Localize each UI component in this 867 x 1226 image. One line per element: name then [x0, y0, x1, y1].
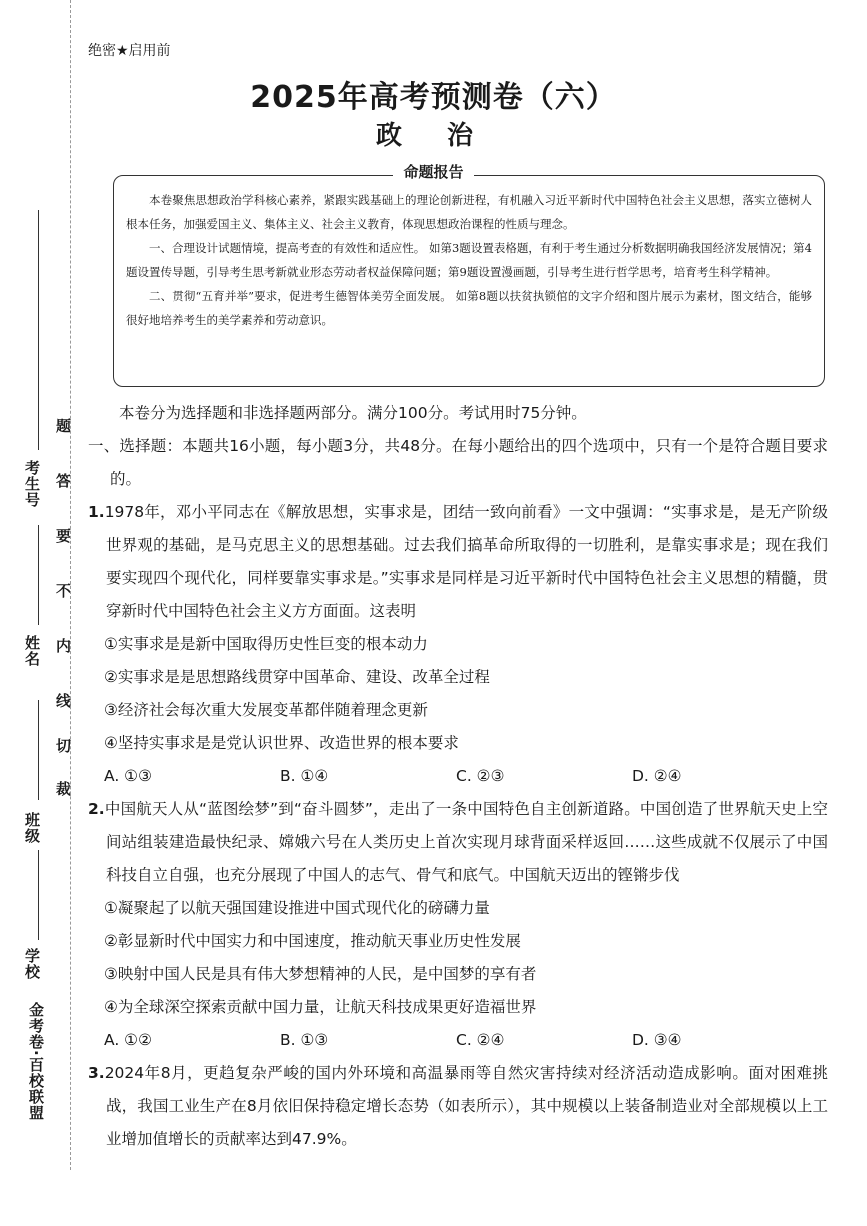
- statement-item: ③映射中国人民是具有伟大梦想精神的人民，是中国梦的享有者: [104, 965, 537, 983]
- intro-text: 本卷分为选择题和非选择题两部分。满分100分。考试用时75分钟。: [119, 404, 587, 422]
- statement-item: ④坚持实事求是是党认识世界、改造世界的根本要求: [104, 734, 459, 752]
- report-paragraph: 本卷聚焦思想政治学科核心素养，紧跟实践基础上的理论创新进程，有机融入习近平新时代中国特色社会主义思想，落实立德树人根本任务，加强爱国主义、集体主义、社会主义教育，体现思想政治课程的性质与理念。: [126, 193, 812, 231]
- report-box: [113, 175, 825, 387]
- statement-item: ②实事求是是思想路线贯穿中国革命、建设、改革全过程: [104, 668, 490, 686]
- report-paragraph: 二、贯彻“五育并举”要求，促进考生德智体美劳全面发展。 如第8题以扶贫执锁倌的文字介绍和图片展示为素材，图文结合，能够很好地培养考生的美学素养和劳动意识。: [126, 289, 812, 327]
- warning-char: 裁: [56, 780, 72, 798]
- exam-id-label: 考生号: [23, 460, 41, 508]
- statement-item: ①实事求是是新中国取得历史性巨变的根本动力: [104, 635, 428, 653]
- option-c[interactable]: C. ②③: [456, 767, 505, 785]
- warning-char: 线: [56, 692, 72, 710]
- binding-sidebar: [0, 0, 70, 1226]
- class-label: 班级: [23, 812, 41, 844]
- name-label: 姓名: [23, 635, 41, 667]
- statement-item: ③经济社会每次重大发展变革都伴随着理念更新: [104, 701, 428, 719]
- warning-char: 切: [56, 737, 72, 755]
- question-stem: [88, 1057, 828, 1156]
- statement-item: ①凝聚起了以航天强国建设推进中国式现代化的磅礴力量: [104, 899, 490, 917]
- option-a[interactable]: A. ①③: [104, 767, 152, 785]
- report-heading: [0, 161, 867, 182]
- warning-char: 内: [56, 637, 72, 655]
- option-b[interactable]: B. ①④: [280, 767, 329, 785]
- question-stem: [88, 793, 828, 892]
- question-text: 2024年8月，更趋复杂严峻的国内外环境和高温暴雨等自然灾害持续对经济活动造成影响。面对困难挑战，我国工业生产在8月依旧保持稳定增长态势（如表所示），其中规模以上装备制造业对全部规模以上工业增加值增长的贡献率达到47.9%。: [104, 1064, 828, 1148]
- school-field[interactable]: [38, 850, 39, 940]
- question-number: 2.: [88, 800, 105, 818]
- question-stem: [88, 496, 828, 628]
- statement-item: ②彰显新时代中国实力和中国速度，推动航天事业历史性发展: [104, 932, 521, 950]
- report-paragraph: 一、合理设计试题情境，提高考查的有效性和适应性。 如第3题设置表格题，有利于考生通过分析数据明确我国经济发展情况；第4题设置传导题，引导考生思考新就业形态劳动者权益保障问题；第9题设置漫画题，引导考生进行哲学思考，培育考生科学精神。: [126, 241, 812, 279]
- union-label: 金考卷·百校联盟: [27, 1002, 45, 1121]
- option-b[interactable]: B. ①③: [280, 1031, 329, 1049]
- page-title: 2025年高考预测卷（六）: [250, 80, 617, 115]
- answer-options: [88, 1024, 828, 1057]
- question-text: 1978年，邓小平同志在《解放思想，实事求是，团结一致向前看》一文中强调：“实事求是，是无产阶级世界观的基础，是马克思主义的思想基础。过去我们搞革命所取得的一切胜利，是靠实事求是；现在我们要实现四个现代化，同样要靠实事求是。”实事求是同样是习近平新时代中国特色社会主义思想的精髓，贯穿新时代中国特色社会主义方方面面。这表明: [104, 503, 828, 620]
- question-number: 1.: [88, 503, 105, 521]
- section-heading: 一、选择题：本题共16小题，每小题3分，共48分。在每小题给出的四个选项中，只有一个是符合题目要求的。: [88, 437, 828, 488]
- question-body: [88, 397, 828, 1156]
- exam-id-field[interactable]: [38, 210, 39, 450]
- warning-char: 不: [56, 582, 72, 600]
- class-field[interactable]: [38, 700, 39, 800]
- statement-item: ④为全球深空探索贡献中国力量，让航天科技成果更好造福世界: [104, 998, 537, 1016]
- secret-label: 绝密★启用前: [88, 43, 171, 59]
- answer-options: [88, 760, 828, 793]
- option-d[interactable]: D. ③④: [632, 1031, 682, 1049]
- report-heading-text: 命题报告: [393, 163, 473, 181]
- option-d[interactable]: D. ②④: [632, 767, 682, 785]
- option-a[interactable]: A. ①②: [104, 1031, 152, 1049]
- name-field[interactable]: [38, 525, 39, 625]
- warning-char: 要: [56, 527, 72, 545]
- question-text: 中国航天人从“蓝图绘梦”到“奋斗圆梦”，走出了一条中国特色自主创新道路。中国创造了世界航天史上空间站组装建造最快纪录、嫦娥六号在人类历史上首次实现月球背面采样返回……这些成就不仅展示了中国科技自立自强，也充分展现了中国人的志气、骨气和底气。中国航天迈出的铿锵步伐: [104, 800, 828, 884]
- warning-char: 题: [56, 417, 72, 435]
- option-c[interactable]: C. ②④: [456, 1031, 505, 1049]
- warning-char: 答: [56, 472, 72, 490]
- question-number: 3.: [88, 1064, 105, 1082]
- subject-title: 政 治: [375, 121, 492, 151]
- school-label: 学校: [23, 948, 41, 980]
